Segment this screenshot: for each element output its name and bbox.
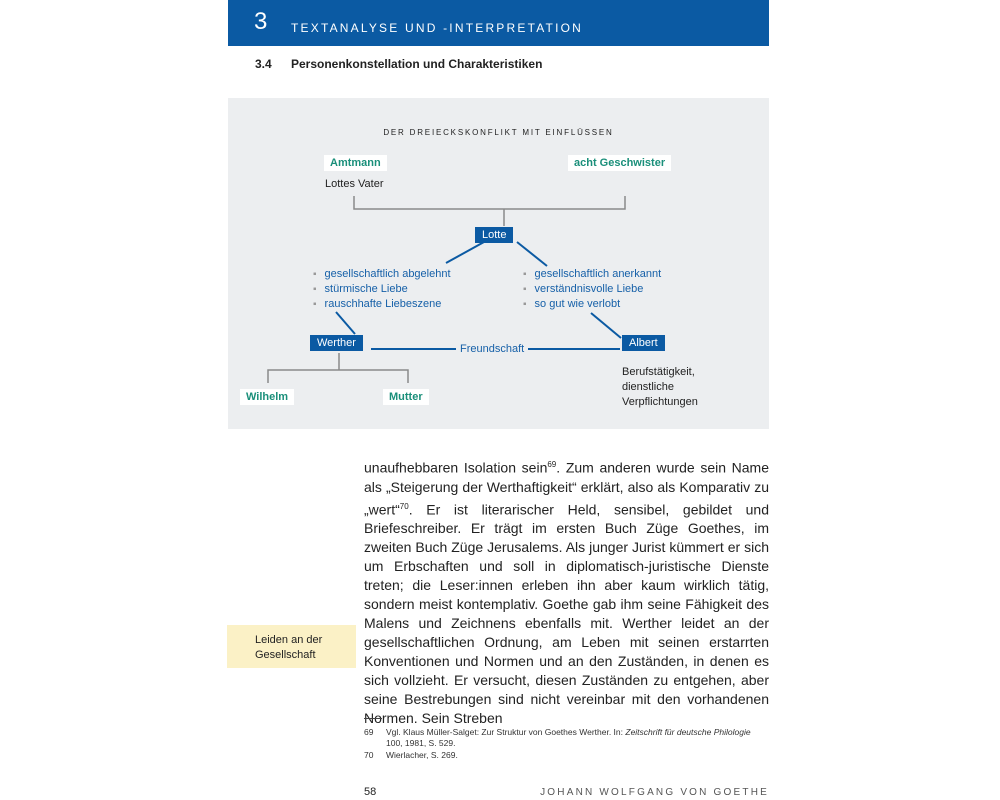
page-number: 58 bbox=[364, 786, 377, 798]
footnote-text-part: Vgl. Klaus Müller-Salget: Zur Struktur von Goethes Werther. In: bbox=[386, 727, 626, 737]
list-item: ▪ stürmische Liebe bbox=[313, 282, 451, 297]
list-item: ▪ rauschhafte Liebeszene bbox=[313, 297, 451, 312]
node-lotte: Lotte bbox=[475, 227, 513, 243]
albert-traits-list bbox=[523, 267, 661, 312]
family-bracket bbox=[354, 196, 625, 209]
footnote-ref-70[interactable]: 70 bbox=[399, 501, 409, 511]
footnote-journal: Zeitschrift für deutsche Philologie bbox=[625, 727, 751, 737]
list-item: ▪ verständnisvolle Liebe bbox=[523, 282, 661, 297]
werther-link-line bbox=[336, 312, 355, 334]
footnote-text: Wierlacher, S. 269. bbox=[386, 750, 458, 760]
footnote-text bbox=[386, 727, 766, 749]
triangle-conflict-diagram bbox=[228, 98, 769, 429]
albert-note bbox=[622, 365, 698, 410]
margin-note-line1: Leiden an der bbox=[255, 634, 323, 646]
amtmann-subtitle: Lottes Vater bbox=[325, 178, 384, 190]
node-wilhelm: Wilhelm bbox=[240, 389, 294, 405]
chapter-number: 3 bbox=[254, 8, 268, 35]
footnote-rule bbox=[364, 718, 382, 719]
footnote-70 bbox=[364, 750, 766, 761]
body-text-part: . Er ist literarischer Held, sensibel, gebildet und Briefeschreiber. Er trägt im ersten Buch Züge Goethes, im zweiten Buch Züge Jerusalems. Als junger Jurist kümmert er sich um Erbschaften und soll in diplomatisch-juristische Dienste treten; die Leser:innen erleben ihn aber kaum wirklich tätig, sondern meist kontemplativ. Goethe gab ihm seine Fähigkeit des Malens und Zeichnens ebenfalls mit. Werther leidet an der gesellschaftlichen Ordnung, am Leben mit seinen erstarrten Konventionen und Normen und an den Zuständen, in denen es sich vollzieht. Er versucht, diesen Zuständen zu entgehen, aber seine Bestrebungen sind nicht vereinbar mit den vorhandenen Normen. Sein Streben bbox=[364, 501, 769, 727]
margin-note-line2: Gesellschaft bbox=[255, 649, 316, 661]
margin-note bbox=[227, 625, 356, 668]
werther-bracket bbox=[268, 370, 408, 383]
lotte-albert-line bbox=[517, 242, 547, 266]
friendship-label: Freundschaft bbox=[456, 343, 528, 355]
node-werther: Werther bbox=[310, 335, 363, 351]
footnote-number: 69 bbox=[364, 727, 374, 737]
footnote-ref-69[interactable]: 69 bbox=[547, 460, 557, 469]
section-number: 3.4 bbox=[255, 57, 272, 71]
werther-traits-list bbox=[313, 267, 451, 312]
node-mutter: Mutter bbox=[383, 389, 429, 405]
albert-note-line: Berufstätigkeit, bbox=[622, 366, 695, 378]
albert-note-line: dienstliche bbox=[622, 381, 674, 393]
list-item: ▪ gesellschaftlich anerkannt bbox=[523, 267, 661, 282]
list-item: ▪ gesellschaftlich abgelehnt bbox=[313, 267, 451, 282]
body-text-part: . Zum anderen wurde sein Name als „Steigerung der Werthaftigkeit“ erklärt, also als Komparativ zu „wert“ bbox=[364, 459, 770, 518]
albert-link-line bbox=[591, 313, 621, 338]
chapter-header bbox=[228, 0, 769, 46]
running-footer: JOHANN WOLFGANG VON GOETHE bbox=[540, 787, 769, 798]
albert-note-line: Verpflichtungen bbox=[622, 396, 698, 408]
node-albert: Albert bbox=[622, 335, 665, 351]
section-heading bbox=[255, 57, 542, 71]
body-paragraph bbox=[364, 455, 769, 728]
list-item: ▪ so gut wie verlobt bbox=[523, 297, 661, 312]
footnote-text-part: 100, 1981, S. 529. bbox=[386, 738, 456, 748]
footnote-69 bbox=[364, 727, 766, 749]
lotte-werther-line bbox=[446, 242, 484, 263]
chapter-title: TEXTANALYSE UND -INTERPRETATION bbox=[291, 21, 583, 35]
footnote-number: 70 bbox=[364, 750, 374, 760]
body-text-part: unaufhebbaren Isolation sein bbox=[364, 459, 548, 476]
diagram-title: DER DREIECKSKONFLIKT MIT EINFLÜSSEN bbox=[383, 128, 614, 137]
node-amtmann: Amtmann bbox=[324, 155, 387, 171]
section-title: Personenkonstellation und Charakteristiken bbox=[291, 57, 543, 71]
node-siblings: acht Geschwister bbox=[568, 155, 671, 171]
